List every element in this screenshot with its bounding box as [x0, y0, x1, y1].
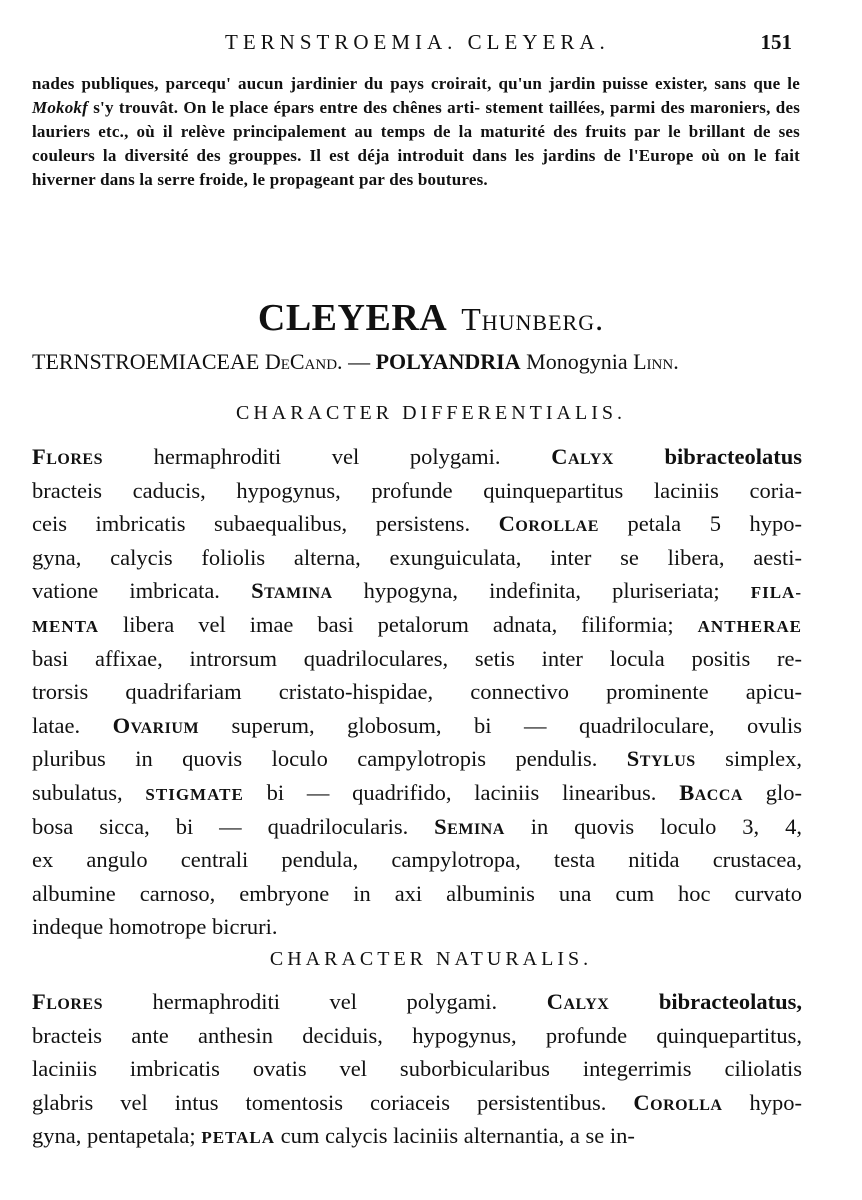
text-run: subulatus, — [32, 779, 146, 805]
page-number: 151 — [760, 30, 792, 54]
text-line — [32, 440, 802, 474]
running-head-title: TERNSTROEMIA. CLEYERA. — [225, 30, 610, 54]
text-run: in quovis loculo 3, 4, — [504, 813, 803, 839]
keyword: PETALA — [201, 1128, 276, 1148]
text-line — [32, 1119, 802, 1153]
text-run: vatione imbricata. — [32, 578, 252, 604]
text-run: hermaphroditi vel polygami. — [103, 989, 547, 1014]
text-run: bi — quadrifido, laciniis linearibus. — [243, 779, 680, 805]
text-run: basi affixae, introrsum quadriloculares, setis inter locula positis re- — [32, 645, 802, 671]
text-run: hypo- — [722, 1089, 802, 1115]
text-line — [32, 675, 802, 709]
keyword: ANTHERAE — [697, 616, 802, 636]
text-run: bracteis caducis, hypogynus, profunde quinquepartitus laciniis coria- — [32, 477, 802, 503]
text-run: bosa sicca, bi — quadrilocularis. — [32, 813, 435, 839]
intro-line: grouppes. Il est déja introduit dans les jardins de l'Europe où on le fait hiverner — [32, 146, 800, 189]
text-run: ceis imbricatis subaequalibus, persistens. — [32, 511, 499, 537]
genus-name: CLEYERA — [257, 297, 448, 339]
text-line — [32, 1019, 802, 1053]
text-line — [32, 742, 802, 776]
keyword: Calyx — [546, 989, 610, 1014]
text-line — [32, 709, 802, 743]
text-line — [32, 910, 802, 944]
genus-author: Thunberg. — [461, 301, 605, 337]
text-line — [32, 985, 802, 1019]
text-line — [32, 507, 802, 541]
text-line — [32, 1086, 802, 1120]
keyword: Corolla — [633, 1089, 723, 1115]
order-author: Linn. — [633, 349, 679, 374]
text-run: hypogyna, indefinita, pluriseriata; — [332, 578, 751, 604]
text-run: cum calycis laciniis alternantia, a se in- — [275, 1123, 635, 1149]
keyword: STIGMATE — [145, 784, 244, 804]
keyword: Ovarium — [112, 712, 200, 738]
intro-line: nades publiques, parcequ' aucun jardinier du pays croirait, qu'un jardin puisse — [32, 74, 649, 93]
text-run: pluribus in quovis loculo campylotropis pendulis. — [32, 746, 627, 772]
intro-line: s'y trouvât. On le place épars entre des chênes arti- — [87, 98, 481, 117]
text-run: libera vel imae basi petalorum adnata, filiformia; — [99, 611, 698, 637]
text-line — [32, 608, 802, 642]
naturalis-paragraph — [32, 985, 802, 1153]
keyword: Stamina — [251, 578, 333, 604]
keyword: Stylus — [626, 746, 696, 772]
text-run: trorsis quadrifariam cristato-hispidae, connectivo prominente apicu- — [32, 679, 802, 705]
classification-dash: — — [342, 349, 376, 374]
intro-italic-word: Mokokf — [32, 98, 88, 117]
family-author: DeCand. — [264, 349, 343, 374]
differentialis-paragraph — [32, 440, 802, 944]
text-run: gyna, pentapetala; — [32, 1123, 202, 1149]
text-line — [32, 776, 802, 810]
text-run: laciniis imbricatis ovatis vel suborbicularibus integerrimis ciliolatis — [32, 1056, 802, 1082]
text-run: hermaphroditi vel polygami. — [103, 444, 552, 469]
text-run: glabris vel intus tomentosis coriaceis persistentibus. — [32, 1089, 634, 1115]
keyword: Flores — [32, 989, 103, 1014]
intro-line: dans la serre froide, le propageant par des boutures. — [100, 170, 488, 189]
intro-line: au temps de la maturité des fruits par le brillant de ses couleurs la diversité des — [32, 122, 800, 165]
keyword: bibracteolatus — [613, 444, 802, 469]
text-run: superum, globosum, bi — quadriloculare, ovulis — [199, 712, 802, 738]
classification-line — [32, 349, 804, 375]
text-line — [32, 843, 802, 877]
text-line — [32, 541, 802, 575]
running-head — [0, 30, 862, 60]
keyword: Calyx — [551, 444, 614, 469]
keyword: Semina — [434, 813, 505, 839]
text-run: latae. — [32, 712, 113, 738]
text-line — [32, 810, 802, 844]
intro-paragraph — [32, 72, 800, 192]
text-run: glo- — [742, 779, 802, 805]
family-name: TERNSTROEMIACEAE — [32, 349, 260, 374]
order-name: Monogynia — [520, 349, 634, 374]
keyword: FILA- — [750, 583, 802, 603]
keyword: Flores — [32, 444, 103, 469]
text-run: albumine carnoso, embryone in axi albuminis una cum hoc curvato — [32, 880, 802, 906]
text-line — [32, 574, 802, 608]
keyword: Corollae — [498, 511, 599, 537]
text-run: ex angulo centrali pendula, campylotropa, testa nitida crustacea, — [32, 847, 802, 873]
section-heading-naturalis: CHARACTER NATURALIS. — [269, 948, 593, 970]
text-run: simplex, — [695, 746, 802, 772]
keyword: MENTA — [32, 616, 100, 636]
class-name: POLYANDRIA — [375, 349, 521, 374]
text-line — [32, 877, 802, 911]
keyword: bibracteolatus, — [609, 989, 802, 1014]
intro-line: exister, sans que le — [655, 74, 800, 93]
text-run: gyna, calycis foliolis alterna, exunguiculata, inter se libera, aesti- — [32, 544, 802, 570]
keyword: Bacca — [679, 779, 743, 805]
text-run: bracteis ante anthesin deciduis, hypogynus, profunde quinquepartitus, — [32, 1022, 802, 1048]
intro-line: stement taillées, parmi des maroniers, des lauriers etc., où il relève principalement — [32, 98, 801, 141]
text-line — [32, 1052, 802, 1086]
text-line — [32, 474, 802, 508]
text-run: petala 5 hypo- — [598, 511, 802, 537]
genus-heading — [0, 296, 862, 340]
section-heading-differentialis: CHARACTER DIFFERENTIALIS. — [235, 402, 626, 424]
text-line — [32, 642, 802, 676]
text-run: indeque homotrope bicruri. — [32, 914, 278, 940]
